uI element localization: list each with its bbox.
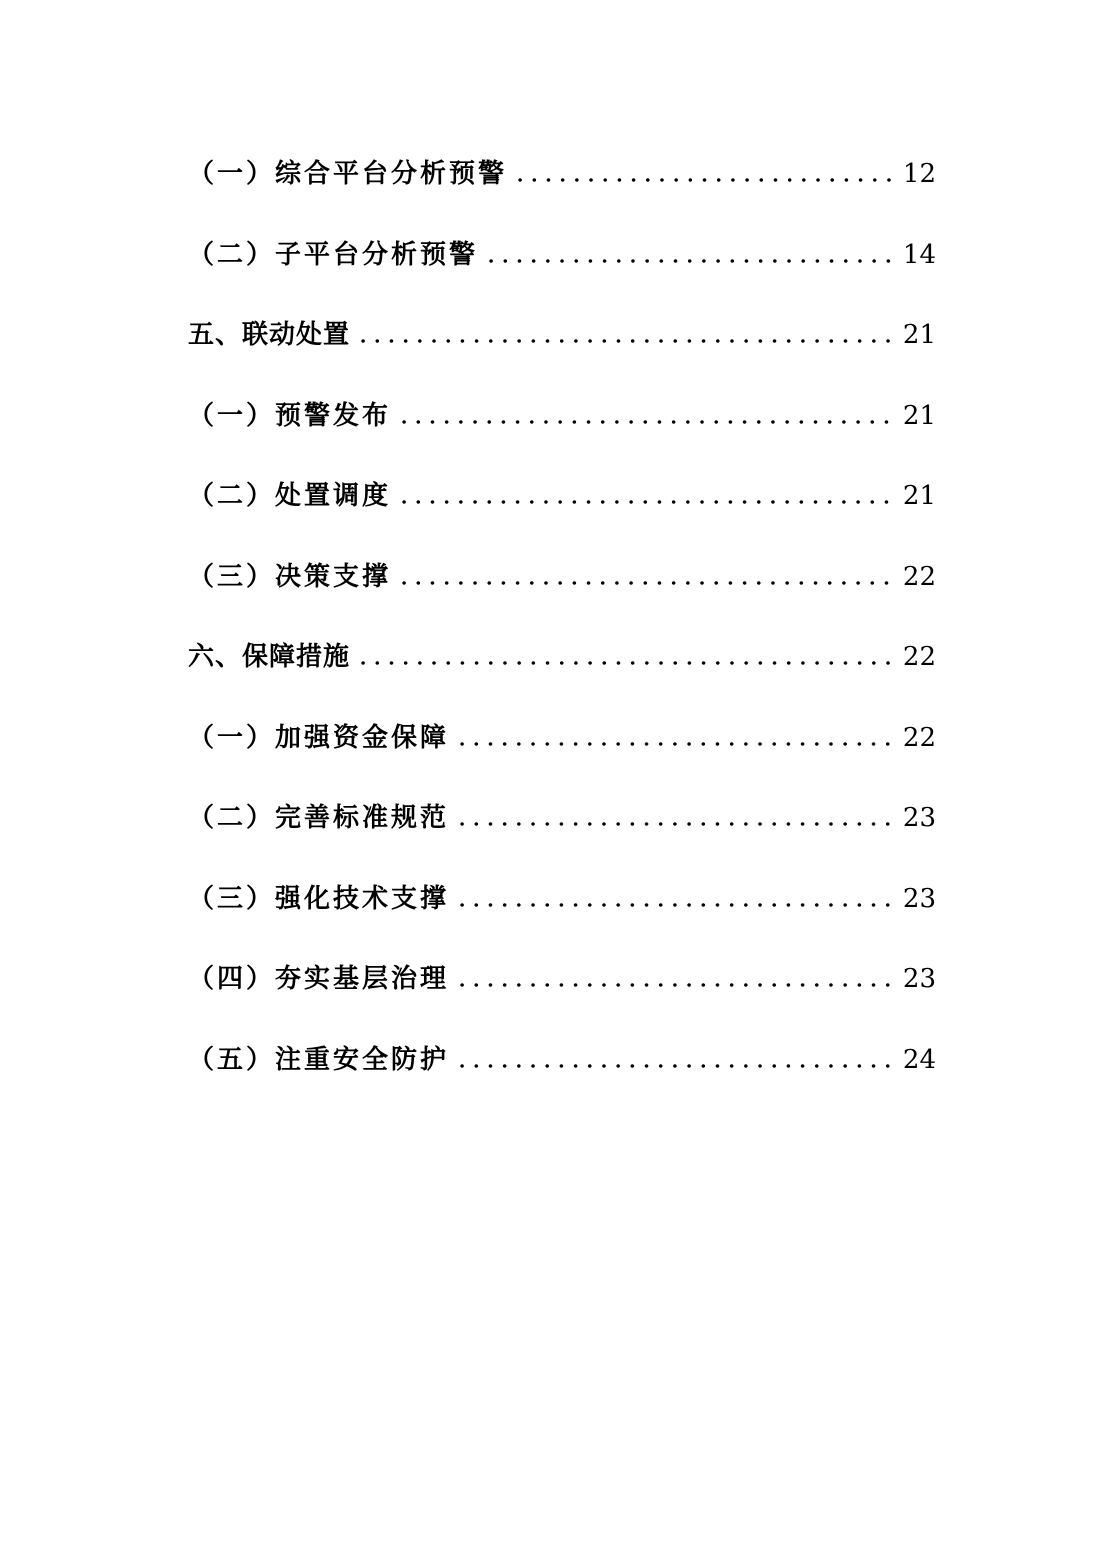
toc-entry-page: 21 [902,481,936,511]
toc-dot-leader [455,959,893,999]
toc-entry[interactable] [188,227,936,283]
toc-dot-leader [455,718,893,758]
toc-entry-title: 六、保障措施 [188,642,351,672]
toc-entry-page: 12 [902,159,936,189]
toc-entry[interactable] [188,710,936,766]
toc-entry-page: 22 [902,722,936,753]
toc-dot-leader [397,396,893,436]
toc-entry-page: 22 [902,642,936,672]
toc-entry[interactable] [188,790,936,846]
toc-dot-leader [455,1040,893,1080]
toc-entry-title: （二）完善标准规范 [188,803,450,833]
toc-entry[interactable] [188,388,936,444]
toc-dot-leader [356,637,893,677]
toc-entry-title: （三）决策支撑 [188,561,392,592]
toc-dot-leader [484,235,893,275]
toc-dot-leader [397,476,893,516]
toc-entry-page: 22 [902,561,936,592]
toc-entry-title: （二）子平台分析预警 [188,239,479,270]
toc-entry-title: （二）处置调度 [188,481,392,511]
toc-entry-title: 五、联动处置 [188,320,351,350]
toc-entry-title: （一）预警发布 [188,400,392,431]
table-of-contents [188,146,936,1112]
toc-entry[interactable] [188,871,936,927]
toc-entry[interactable] [188,549,936,605]
toc-entry[interactable] [188,1032,936,1088]
toc-entry-title: （一）加强资金保障 [188,722,450,753]
toc-entry[interactable] [188,951,936,1007]
toc-dot-leader [455,879,893,919]
toc-entry-page: 23 [902,883,936,914]
toc-dot-leader [513,154,893,194]
toc-dot-leader [397,557,893,597]
toc-dot-leader [455,798,893,838]
toc-entry[interactable] [188,146,936,202]
toc-entry-page: 21 [902,400,936,431]
toc-entry-title: （四）夯实基层治理 [188,964,450,994]
toc-entry-title: （五）注重安全防护 [188,1044,450,1075]
toc-entry-title: （一）综合平台分析预警 [188,159,508,189]
toc-entry[interactable] [188,307,936,363]
toc-entry-page: 14 [902,239,936,270]
toc-entry[interactable] [188,468,936,524]
toc-entry[interactable] [188,629,936,685]
toc-dot-leader [356,315,893,355]
toc-entry-page: 24 [902,1044,936,1075]
toc-entry-page: 23 [902,803,936,833]
toc-entry-page: 23 [902,964,936,994]
toc-entry-page: 21 [902,320,936,350]
toc-entry-title: （三）强化技术支撑 [188,883,450,914]
